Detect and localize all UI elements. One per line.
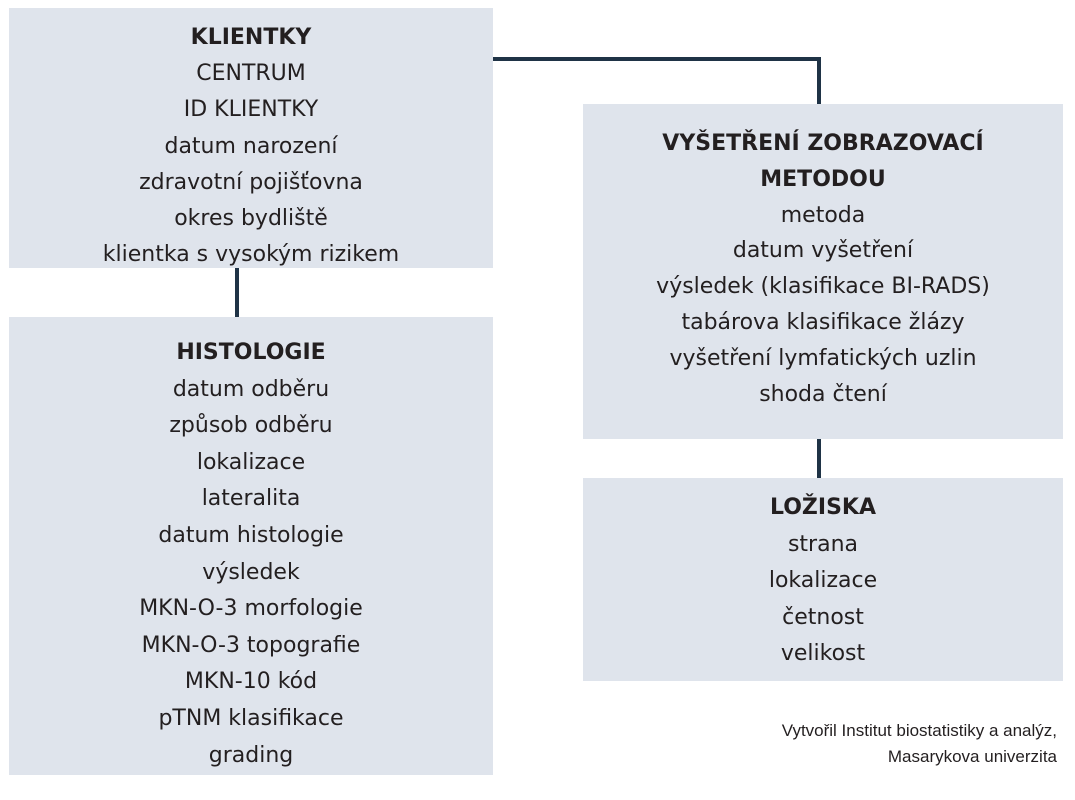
- klientky-item: okres bydliště: [174, 206, 328, 232]
- histologie-box: [9, 317, 493, 775]
- connector-vysetreni-loziska: [817, 439, 821, 478]
- histologie-item: způsob odběru: [169, 413, 333, 439]
- vysetreni-item: metoda: [780, 202, 866, 228]
- credit-line-1: Vytvořil Institut biostatistiky a analýz,: [781, 721, 1057, 740]
- klientky-title: KLIENTKY: [190, 25, 312, 50]
- connector-klientky-vysetreni-vertical: [817, 57, 821, 104]
- vysetreni-title-line2: METODOU: [760, 166, 886, 192]
- klientky-item: zdravotní pojišťovna: [139, 169, 363, 195]
- histologie-item: MKN-O-3 morfologie: [139, 596, 363, 622]
- histologie-item: pTNM klasifikace: [158, 705, 344, 731]
- klientky-item: ID KLIENTKY: [183, 97, 319, 123]
- klientky-item: datum narození: [164, 133, 338, 159]
- loziska-item: lokalizace: [768, 568, 878, 593]
- vysetreni-item: vyšetření lymfatických uzlin: [669, 345, 977, 371]
- histologie-item: datum histologie: [158, 522, 344, 548]
- klientky-box: [9, 8, 493, 268]
- connector-klientky-histologie: [235, 268, 239, 317]
- histologie-item: grading: [208, 742, 294, 768]
- loziska-box: [583, 478, 1063, 681]
- histologie-item: výsledek: [202, 559, 300, 585]
- histologie-item: MKN-10 kód: [184, 669, 318, 695]
- histologie-title: HISTOLOGIE: [176, 340, 326, 365]
- loziska-item: četnost: [782, 604, 864, 630]
- credit-line-2: Masarykova univerzita: [887, 747, 1057, 766]
- loziska-title: LOŽISKA: [770, 495, 876, 520]
- histologie-item: datum odběru: [172, 376, 330, 402]
- histologie-item: lateralita: [201, 486, 301, 512]
- connector-klientky-vysetreni-horizontal: [491, 57, 821, 61]
- vysetreni-item: datum vyšetření: [732, 238, 914, 264]
- vysetreni-item: tabárova klasifikace žlázy: [681, 309, 965, 335]
- vysetreni-title-line1: VYŠETŘENÍ ZOBRAZOVACÍ: [662, 131, 984, 156]
- klientky-item: klientka s vysokým rizikem: [102, 242, 400, 268]
- vysetreni-item: shoda čtení: [759, 381, 887, 407]
- histologie-item: MKN-O-3 topografie: [141, 632, 361, 658]
- vysetreni-box: [583, 104, 1063, 439]
- loziska-item: velikost: [780, 641, 866, 666]
- credit-note: [782, 718, 1057, 770]
- histologie-item: lokalizace: [196, 449, 306, 475]
- vysetreni-item: výsledek (klasifikace BI-RADS): [656, 274, 990, 300]
- loziska-item: strana: [787, 531, 859, 557]
- klientky-item: CENTRUM: [196, 61, 306, 87]
